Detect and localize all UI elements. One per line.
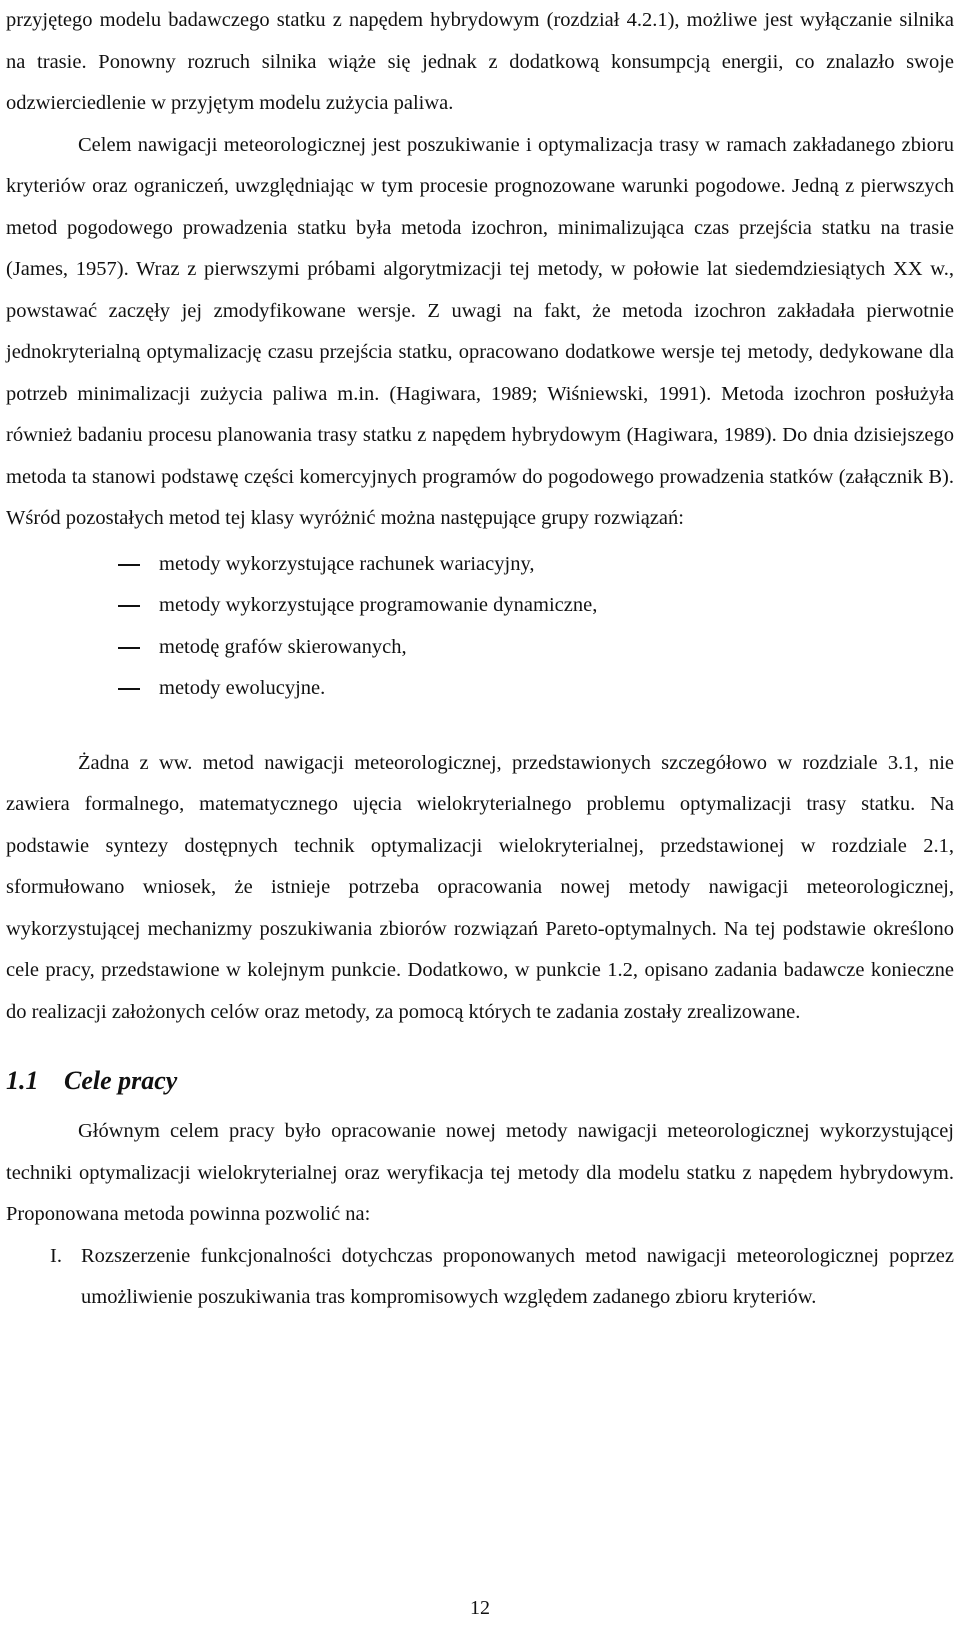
- goal-item: [6, 1236, 954, 1319]
- page-number: 12: [470, 1597, 490, 1619]
- section-title: Cele pracy: [64, 1066, 178, 1095]
- section-heading: [6, 1063, 954, 1099]
- paragraph-weather-routing: Celem nawigacji meteorologicznej jest poszukiwanie i optymalizacja trasy w ramach zakładanego zbioru kryteriów oraz ograniczeń, uwzględniając w tym procesie prognozowane warunki pogodowe. Jedną z pierwszych metod pogodowego prowadzenia statku była metoda izochron, minimalizująca czas przejścia statku na trasie (James, 1957). Wraz z pierwszymi próbami algorytmizacji tej metody, w połowie lat siedemdziesiątych XX w., powstawać zaczęły jej zmodyfikowane wersje. Z uwagi na fakt, że metoda izochron zakładała pierwotnie jednokryterialną optymalizację czasu przejścia statku, opracowano dodatkowe wersje tej metody, dedykowane dla potrzeb minimalizacji zużycia paliwa m.in. (Hagiwara, 1989; Wiśniewski, 1991). Metoda izochron posłużyła również badaniu procesu planowania trasy statku z napędem hybrydowym (Hagiwara, 1989). Do dnia dzisiejszego metoda ta stanowi podstawę części komercyjnych programów do pogodowego prowadzenia statków (załącznik B). Wśród pozostałych metod tej klasy wyróżnić można następujące grupy rozwiązań:: [6, 133, 954, 529]
- list-item: metodę grafów skierowanych,: [6, 627, 954, 669]
- dash-bullet-icon: [118, 647, 140, 649]
- dash-bullet-icon: [118, 605, 140, 607]
- goal-marker: I.: [50, 1244, 62, 1267]
- goal-text: Rozszerzenie funkcjonalności dotychczas proponowanych metod nawigacji meteorologicznej poprzez umożliwienie poszukiwania tras kompromisowych względem zadanego zbioru kryteriów.: [81, 1244, 954, 1308]
- dash-bullet-icon: [118, 688, 140, 690]
- list-item: metody wykorzystujące rachunek wariacyjny,: [6, 544, 954, 586]
- list-item: metody ewolucyjne.: [6, 668, 954, 710]
- paragraph-continued: przyjętego modelu badawczego statku z napędem hybrydowym (rozdział 4.2.1), możliwe jest wyłączanie silnika na trasie. Ponowny rozruch silnika wiąże się jednak z dodatkową konsumpcją energii, co znalazło swoje odzwierciedlenie w przyjętym modelu zużycia paliwa.: [6, 9, 954, 114]
- section-number: 1.1: [6, 1066, 39, 1095]
- paragraph-conclusion: Żadna z ww. metod nawigacji meteorologicznej, przedstawionych szczegółowo w rozdziale 3.1, nie zawiera formalnego, matematycznego ujęcia wielokryterialnego problemu optymalizacji trasy statku. Na podstawie syntezy dostępnych technik optymalizacji wielokryterialnej, przedstawionej w rozdziale 2.1, sformułowano wniosek, że istnieje potrzeba opracowania nowej metody nawigacji meteorologicznej, wykorzystującej mechanizmy poszukiwania zbiorów rozwiązań Pareto-optymalnych. Na tej podstawie określono cele pracy, przedstawione w kolejnym punkcie. Dodatkowo, w punkcie 1.2, opisano zadania badawcze konieczne do realizacji założonych celów oraz metody, za pomocą których te zadania zostały zrealizowane.: [6, 751, 954, 1023]
- page-body: [6, 0, 954, 1319]
- dash-bullet-icon: [118, 564, 140, 566]
- paragraph-main-goal: Głównym celem pracy było opracowanie nowej metody nawigacji meteorologicznej wykorzystującej techniki optymalizacji wielokryterialnej oraz weryfikacja tej metody dla modelu statku z napędem hybrydowym. Proponowana metoda powinna pozwolić na:: [6, 1120, 954, 1225]
- list-item: metody wykorzystujące programowanie dynamiczne,: [6, 585, 954, 627]
- methods-list: [6, 544, 954, 710]
